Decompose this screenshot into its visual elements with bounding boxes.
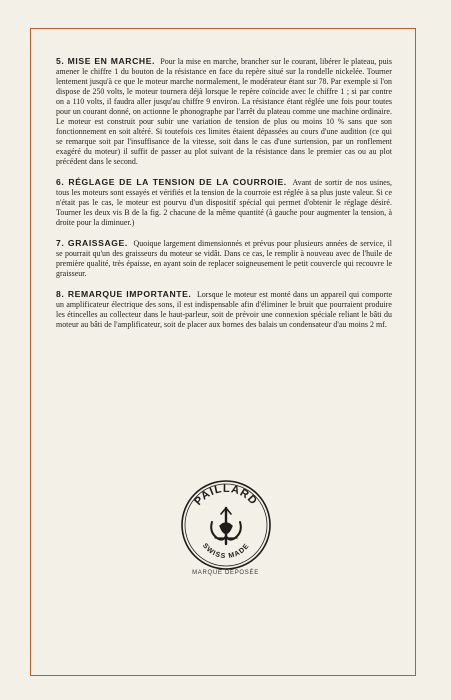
section-text: Quoique largement dimensionnés et prévus pour plusieurs années de service, il se pourrait qu'un des graisseurs du moteur se vidât. Dans ce cas, le remplir à nouveau avec de l'huile de première qualité, très épaisse, en ayant soin de replacer soigneusement le petit couvercle qui recouvre le graisseur. [56,239,392,278]
section-heading: 5. MISE EN MARCHE. [56,56,156,66]
section-mise-en-marche [56,56,392,167]
section-text: Avant de sortir de nos usines, tous les moteurs sont essayés et vérifiés et la tension de la courroie est réglée à sa plus juste valeur. Si ce n'était pas le cas, le moteur est pourvu d'un dispositif spécial qui permet d'obtenir le réglage désiré. Tourner les deux vis B de la fig. 2 chacune de la même quantité (à gauche pour augmenter la tension, à droite pour la diminuer.) [56,178,392,227]
section-reglage-courroie [56,177,392,228]
logo-brand-text: PAILLARD [192,482,260,508]
section-text: Lorsque le moteur est monté dans un appareil qui comporte un amplificateur électrique des sons, il est indispensable afin d'éliminer le bruit que pourraient produire les étincelles au collecteur dans le haut-parleur, soit de prévoir une connexion spéciale reliant le bâti du moteur au bâti de l'amplificateur, soit de placer aux bornes des balais un condensateur d'au moins 2 mf. [56,290,392,329]
registered-trademark-caption: MARQUE DÉPOSÉE [192,570,259,576]
svg-text:PAILLARD [192,483,260,508]
document-body [56,56,392,340]
section-heading: 7. GRAISSAGE. [56,238,128,248]
section-heading: 6. RÉGLAGE DE LA TENSION DE LA COURROIE. [56,177,287,187]
section-text: Pour la mise en marche, brancher sur le courant, libérer le plateau, puis amener le chiffre 1 du bouton de la résistance en face du repère situé sur la rondelle nickelée. Tourner lentement jusqu'à ce que le moteur marche normalement, le modérateur étant sur 78. Par exemple si l'on dispose de 250 volts, le moteur tournera déjà lorsque le repère coïncide avec le chiffre 1 ; si par contre on a 110 volts, il faudra aller jusqu'au chiffre 9 environ. La résistance étant réglée une fois pour toutes pour un courant donné, on actionne le phonographe par l'arrêt du plateau comme une machine ordinaire. Le moteur est construit pour subir une variation de tension de plus ou moins 10 % sans que son fonctionnement en soit altéré. Si toutefois ces limites étaient dépassées au cours d'une audition (ce qui se remarque soit par l'insuffisance de la vitesse, soit dans le cas d'une surtension, par un ronflement exagéré du moteur) il suffit de passer au plot suivant de la résistance dans le premier cas ou au plot précédent dans le second. [56,57,392,166]
section-heading: 8. REMARQUE IMPORTANTE. [56,289,192,299]
brand-logo [0,478,451,578]
logo-tagline-text: SWISS MADE [200,542,252,561]
horn-logo-icon [179,478,273,572]
section-remarque-importante [56,289,392,330]
section-graissage [56,238,392,279]
